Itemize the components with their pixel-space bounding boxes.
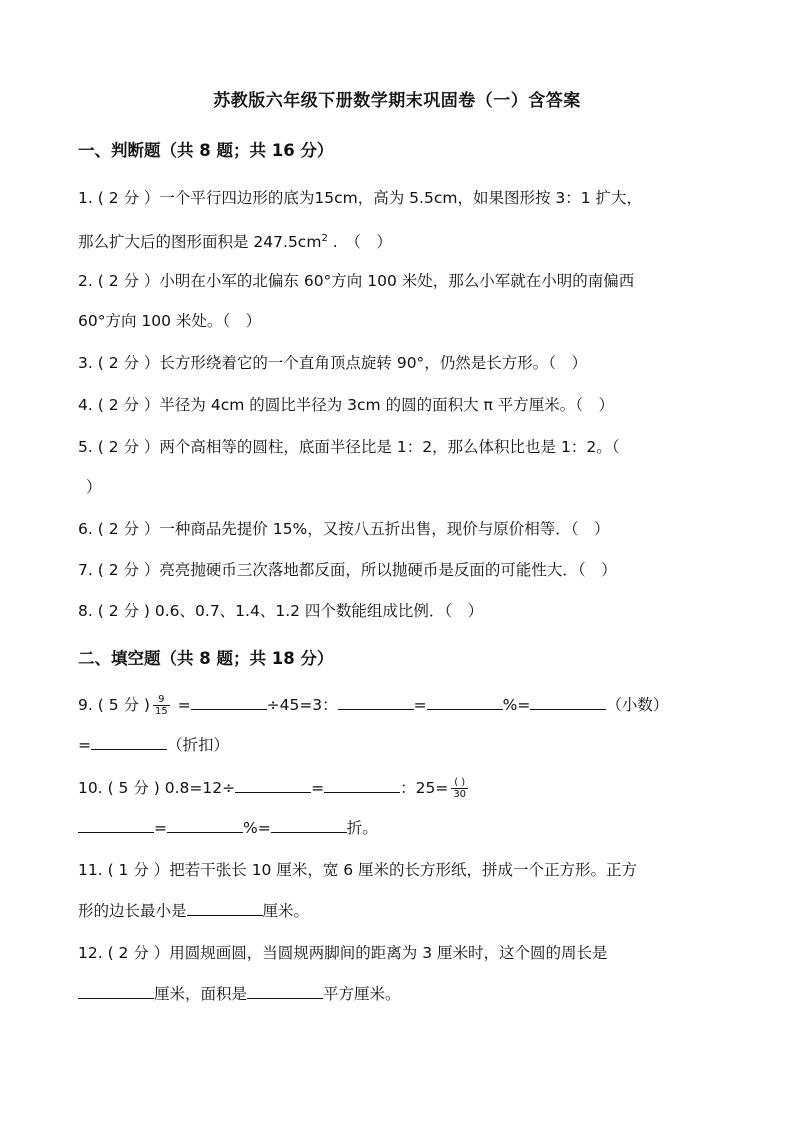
question-11-line-1: 11. ( 1 分 ）把若干张长 10 厘米，宽 6 厘米的长方形纸，拼成一个正方形。正方 — [78, 861, 638, 879]
percent-text: %= — [502, 696, 531, 714]
question-12-line-2 — [78, 984, 738, 1004]
fraction-numerator: ( ) — [454, 777, 466, 788]
question-1-bracket: . （ ） — [327, 233, 392, 252]
equals-sign: = — [311, 779, 325, 797]
question-12-line-1: 12. ( 2 分 ）用圆规画圆，当圆规两脚间的距离为 3 厘米时，这个圆的周长是 — [78, 944, 608, 962]
fraction-denominator: 30 — [453, 789, 467, 800]
answer-blank[interactable] — [530, 695, 606, 710]
answer-blank[interactable] — [247, 984, 323, 999]
question-11-text: 形的边长最小是 — [78, 902, 187, 920]
question-9-line-1 — [78, 694, 738, 717]
question-1-line-1: 1. ( 2 分 ）一个平行四边形的底为15cm，高为 5.5cm，如果图形按 3：1 扩大， — [78, 189, 643, 207]
percent-text: %= — [243, 819, 271, 837]
expression-text: ÷45=3： — [266, 696, 338, 714]
fraction-denominator: 15 — [154, 706, 168, 717]
answer-blank[interactable] — [191, 695, 267, 710]
ratio-text: ：25= — [400, 779, 449, 797]
question-10-line-2 — [78, 818, 738, 838]
question-1-text: 那么扩大后的图形面积是 247.5cm — [78, 233, 322, 252]
fraction-9-15 — [153, 694, 170, 717]
equals-sign: = — [154, 819, 167, 837]
question-4: 4. ( 2 分 ）半径为 4cm 的圆比半径为 3cm 的圆的面积大 π 平方厘米。（ ） — [78, 396, 615, 414]
unit-text: 厘米。 — [262, 902, 310, 920]
fraction-blank-30 — [451, 777, 468, 800]
equals-sign: = — [172, 696, 191, 714]
discount-label: （折扣） — [167, 736, 230, 754]
question-12-text: 厘米，面积是 — [154, 985, 248, 1003]
question-7: 7. ( 2 分 ）亮亮抛硬币三次落地都反面，所以抛硬币是反面的可能性大．（ ） — [78, 561, 617, 579]
page-title: 苏教版六年级下册数学期末巩固卷（一）含答案 — [213, 91, 581, 111]
answer-blank[interactable] — [427, 695, 503, 710]
answer-blank[interactable] — [187, 901, 263, 916]
answer-blank[interactable] — [338, 695, 414, 710]
question-6: 6. ( 2 分 ）一种商品先提价 15%，又按八五折出售，现价与原价相等．（ ） — [78, 520, 610, 538]
equals-sign: = — [413, 696, 427, 714]
question-10-line-1 — [78, 777, 738, 800]
question-2-line-2: 60°方向 100 米处。（ ） — [78, 312, 262, 330]
answer-blank[interactable] — [78, 818, 154, 833]
question-3: 3. ( 2 分 ）长方形绕着它的一个直角顶点旋转 90°，仍然是长方形。（ ） — [78, 354, 588, 372]
answer-blank[interactable] — [91, 735, 167, 750]
decimal-label: （小数） — [606, 696, 669, 714]
superscript-2: 2 — [321, 233, 328, 244]
answer-blank[interactable] — [167, 818, 243, 833]
answer-blank[interactable] — [271, 818, 347, 833]
question-9-label: 9. ( 5 分 ) — [78, 696, 150, 714]
question-11-line-2 — [78, 901, 738, 921]
equals-sign: = — [78, 736, 91, 754]
question-8: 8. ( 2 分 ) 0.6、0.7、1.4、1.2 四个数能组成比例．（ ） — [78, 602, 484, 620]
answer-blank[interactable] — [78, 984, 154, 999]
section-heading-true-false: 一、判断题（共 8 题；共 16 分） — [78, 141, 334, 160]
question-5-line-2: ） — [86, 478, 102, 496]
question-9-line-2 — [78, 735, 738, 755]
answer-blank[interactable] — [324, 778, 400, 793]
fraction-numerator: 9 — [158, 694, 165, 705]
section-heading-fill-blank: 二、填空题（共 8 题；共 18 分） — [78, 649, 334, 668]
answer-blank[interactable] — [235, 778, 311, 793]
unit-text: 平方厘米。 — [323, 985, 401, 1003]
question-1-line-2 — [78, 229, 738, 252]
question-10-label: 10. ( 5 分 ) 0.8=12÷ — [78, 779, 236, 797]
question-2-line-1: 2. ( 2 分 ）小明在小军的北偏东 60°方向 100 米处，那么小军就在小明的南偏西 — [78, 272, 635, 290]
discount-suffix: 折。 — [346, 819, 378, 837]
question-5-line-1: 5. ( 2 分 ）两个高相等的圆柱，底面半径比是 1：2，那么体积比也是 1：2。（ — [78, 438, 620, 456]
